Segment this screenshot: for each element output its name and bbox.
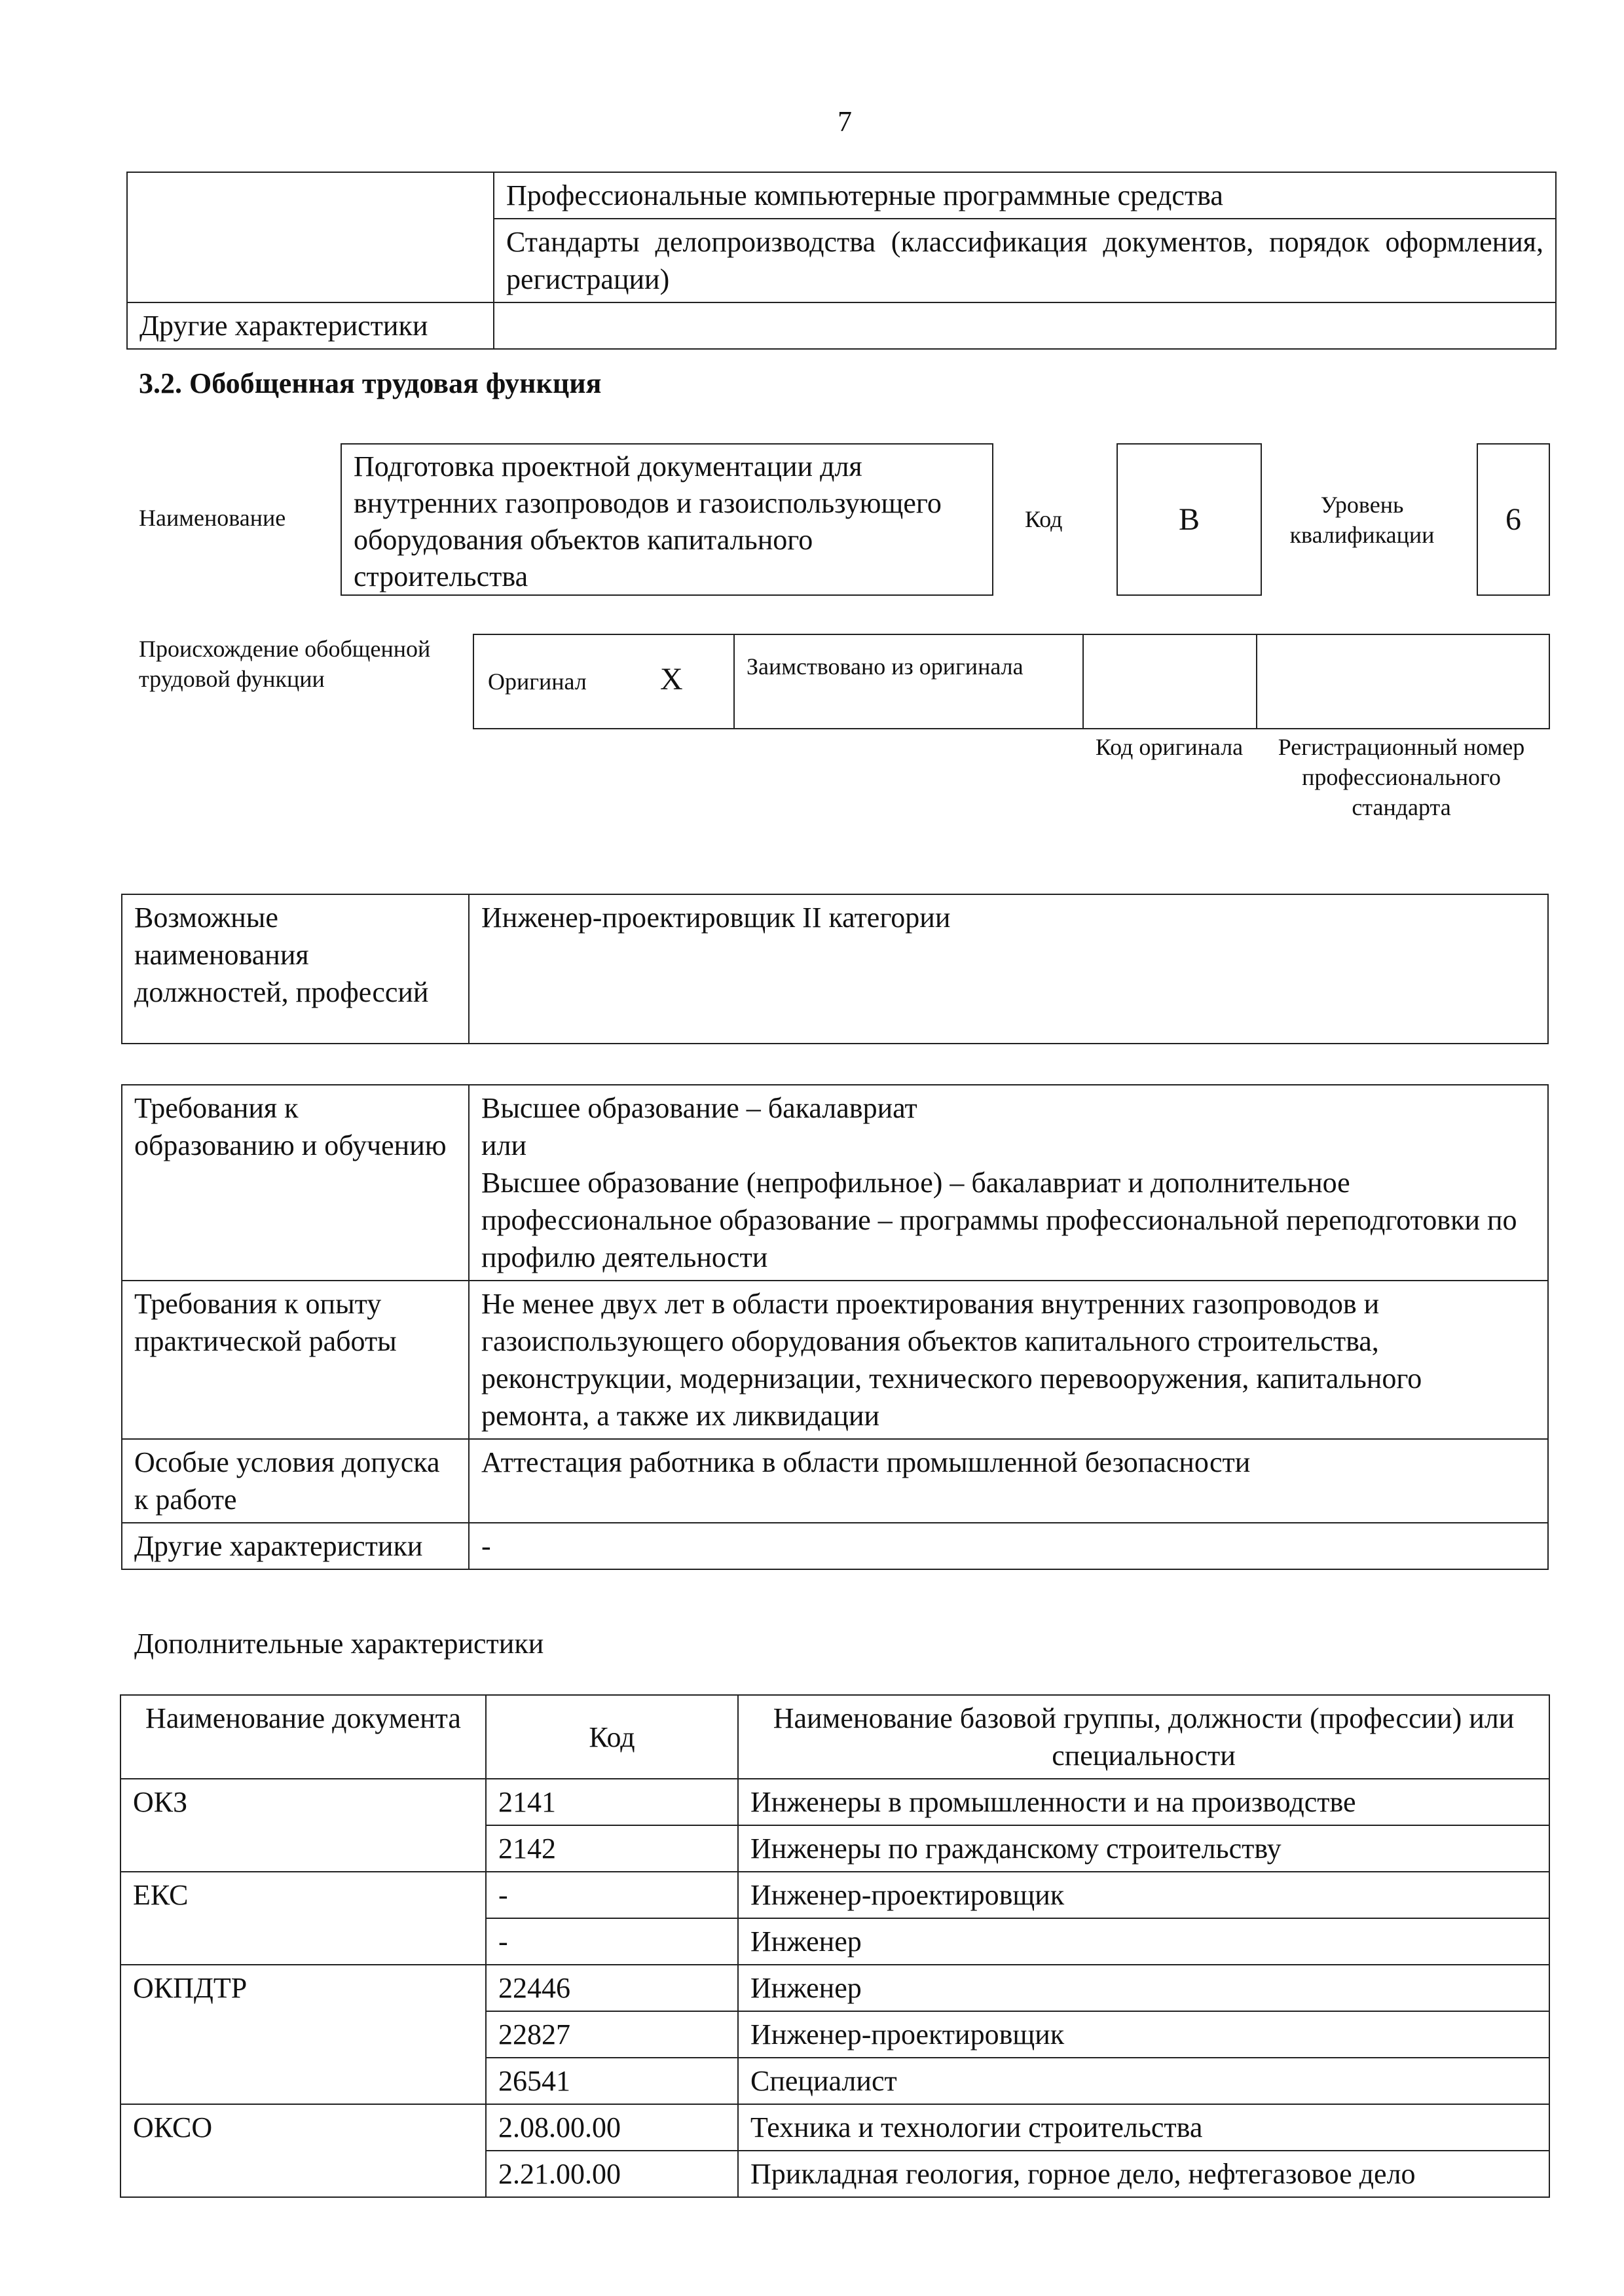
code-label: Код (1025, 506, 1063, 532)
additional-title: Дополнительные характеристики (134, 1628, 544, 1660)
code-cell: 2142 (486, 1825, 738, 1872)
name-cell: Инженер (738, 1965, 1549, 2011)
text-line: Высшее образование – бакалавриат (481, 1092, 917, 1124)
origin-label: Происхождение обобщенной трудовой функции (139, 636, 431, 692)
table-cell: Требования к образованию и обучению (122, 1085, 469, 1281)
original-label: Оригинал (488, 668, 587, 695)
table-header-row (120, 1695, 1549, 1779)
section-title: 3.2. Обобщенная трудовая функция (139, 367, 602, 399)
table-cell: Инженер-проектировщик II категории (469, 894, 1548, 1044)
code-original-caption: Код оригинала (1095, 734, 1244, 760)
table-cell: Профессиональные компьютерные программные средства (494, 172, 1556, 219)
code-cell: - (486, 1872, 738, 1918)
name-cell: Инженер-проектировщик (738, 2011, 1549, 2058)
doc-cell: ЕКС (120, 1872, 486, 1965)
table-cell: Другие характеристики (122, 1523, 469, 1569)
origin-strip (473, 634, 1550, 729)
table-cell (469, 1281, 1548, 1439)
header-cell: Код (486, 1695, 738, 1779)
table-row (127, 302, 1556, 349)
table-row (122, 1439, 1548, 1523)
table-cell: Другие характеристики (127, 302, 494, 349)
table-row (127, 172, 1556, 219)
table-row (122, 894, 1548, 1044)
table-cell: Требования к опыту практической работы (122, 1281, 469, 1439)
table-cell: Возможные наименования должностей, профессий (122, 894, 469, 1044)
name-cell: Инженер (738, 1918, 1549, 1965)
table-row (122, 1085, 1548, 1281)
level-label: Уровень квалификации (1289, 492, 1435, 548)
origin-divider-2 (1082, 634, 1084, 729)
code-cell: 22446 (486, 1965, 738, 2011)
borrowed-label: Заимствовано из оригинала (747, 653, 1024, 680)
positions-table (121, 894, 1549, 1044)
table-cell (469, 1085, 1548, 1281)
text-line: - (481, 1530, 491, 1562)
name-cell: Инженеры в промышленности и на производстве (738, 1779, 1549, 1825)
page-number: 7 (838, 105, 852, 137)
header-cell: Наименование документа (120, 1695, 486, 1779)
name-cell: Инженер-проектировщик (738, 1872, 1549, 1918)
table-cell: Особые условия допуска к работе (122, 1439, 469, 1523)
doc-cell: ОКЗ (120, 1779, 486, 1872)
table-row (122, 1523, 1548, 1569)
code-cell: 22827 (486, 2011, 738, 2058)
naming-label: Наименование (139, 505, 286, 531)
table-row (120, 1965, 1549, 2011)
top-table (126, 172, 1557, 350)
requirements-table (121, 1084, 1549, 1570)
name-cell: Техника и технологии строительства (738, 2104, 1549, 2151)
code-value: B (1178, 502, 1200, 537)
additional-table (120, 1694, 1550, 2198)
table-row (120, 2104, 1549, 2151)
doc-cell: ОКСО (120, 2104, 486, 2197)
code-cell: 2.08.00.00 (486, 2104, 738, 2151)
function-name-box (341, 443, 993, 596)
text-line: или (481, 1129, 527, 1161)
level-value: 6 (1505, 502, 1521, 537)
level-box (1477, 443, 1550, 596)
reg-number-caption: Регистрационный номер профессионального стандарта (1278, 734, 1525, 820)
code-cell: 2141 (486, 1779, 738, 1825)
table-cell: Стандарты делопроизводства (классификация документов, порядок оформления, регистрации) (494, 219, 1556, 302)
doc-cell: ОКПДТР (120, 1965, 486, 2104)
table-row (122, 1281, 1548, 1439)
code-cell: 26541 (486, 2058, 738, 2104)
table-cell (494, 302, 1556, 349)
name-cell: Специалист (738, 2058, 1549, 2104)
name-cell: Инженеры по гражданскому строительству (738, 1825, 1549, 1872)
code-cell: - (486, 1918, 738, 1965)
function-name: Подготовка проектной документации для внутренних газопроводов и газоиспользующего оборудования объектов капитального строительства (354, 450, 942, 592)
table-cell (469, 1523, 1548, 1569)
code-cell: 2.21.00.00 (486, 2151, 738, 2197)
origin-divider-1 (733, 634, 735, 729)
text-line: Не менее двух лет в области проектирования внутренних газопроводов и газоиспользующего оборудования объектов капитального строительства, реконструкции, модернизации, технического перевооружения, капитального ремонта, а также их ликвидации (481, 1288, 1422, 1432)
text-line: Высшее образование (непрофильное) – бакалавриат и дополнительное профессиональное образование – программы профессиональной переподготовки по профилю деятельности (481, 1167, 1517, 1273)
original-mark: X (660, 662, 683, 697)
origin-divider-3 (1256, 634, 1257, 729)
name-cell: Прикладная геология, горное дело, нефтегазовое дело (738, 2151, 1549, 2197)
table-cell (127, 172, 494, 302)
table-cell (469, 1439, 1548, 1523)
header-cell: Наименование базовой группы, должности (профессии) или специальности (738, 1695, 1549, 1779)
text-line: Аттестация работника в области промышленной безопасности (481, 1446, 1251, 1478)
table-row (120, 1872, 1549, 1918)
code-box (1116, 443, 1262, 596)
table-row (120, 1779, 1549, 1825)
